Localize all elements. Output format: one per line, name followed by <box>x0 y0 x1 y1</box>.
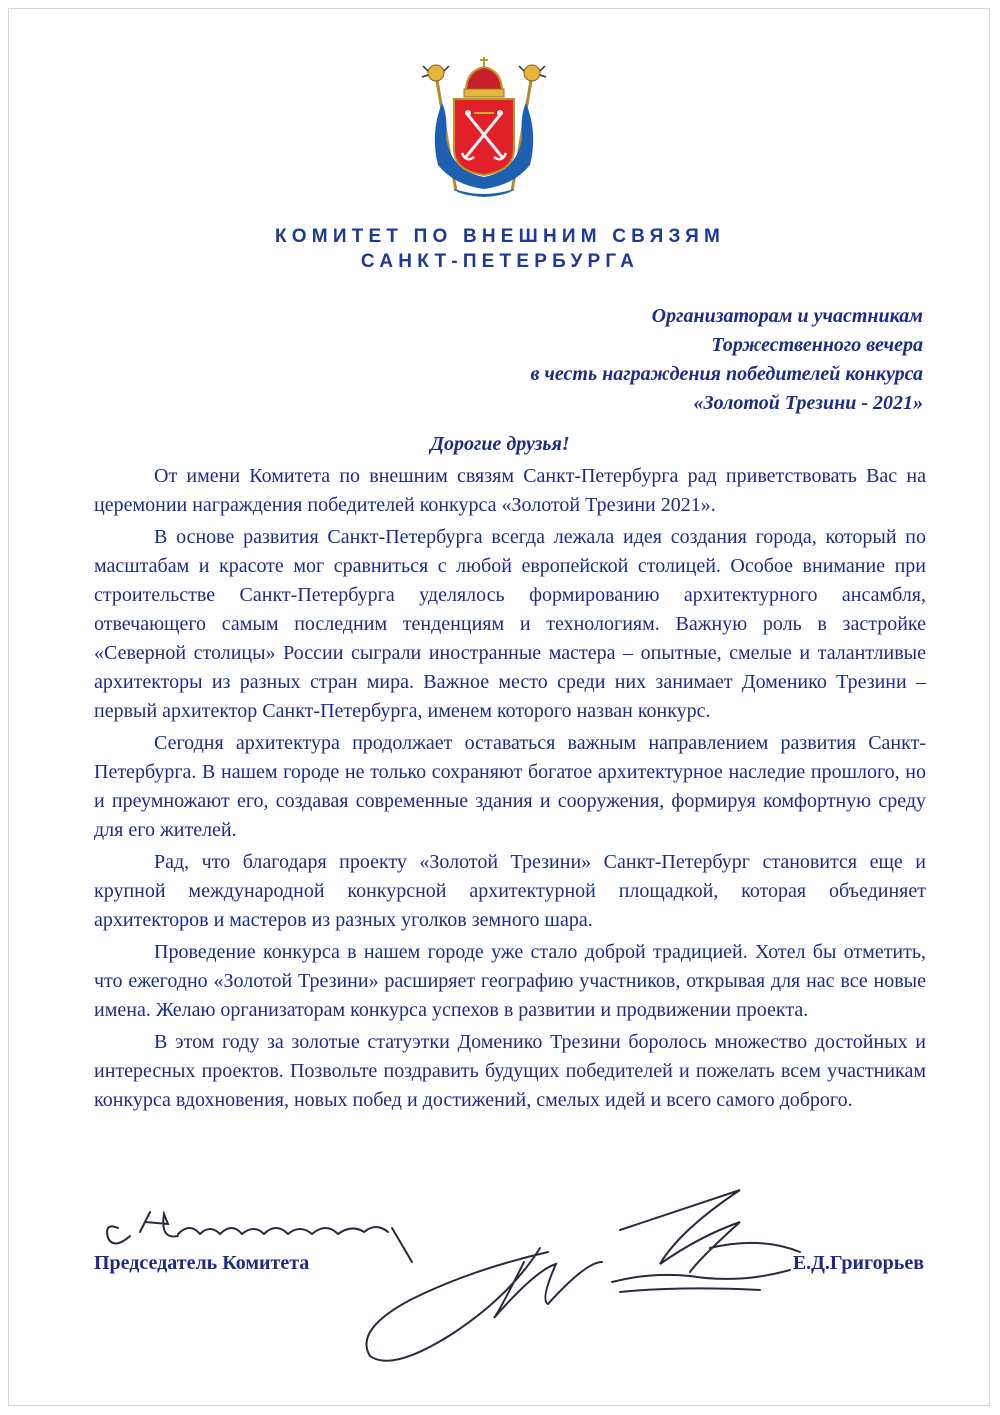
saint-petersburg-coat-of-arms-icon <box>414 53 554 201</box>
paragraph: В этом году за золотые статуэтки Доменико Трезини боролось множество достойных и интересных проектов. Позвольте поздравить будущих победителей и пожелать всем участникам конкурса вдохновения, новых побед и достижений, смелых идей и всего самого доброго. <box>94 1031 926 1111</box>
salutation: Дорогие друзья! <box>430 433 570 455</box>
committee-name-line1: КОМИТЕТ ПО ВНЕШНИМ СВЯЗЯМ <box>275 226 725 247</box>
addressee-line: Организаторам и участникам <box>651 305 923 327</box>
addressee-line: в честь награждения победителей конкурса <box>530 363 923 385</box>
committee-name-line2: САНКТ-ПЕТЕРБУРГА <box>360 251 640 272</box>
paragraph: Сегодня архитектура продолжает оставаться важным направлением развития Санкт-Петербурга. В нашем городе не только сохраняют богатое архитектурное наследие прошлого, но и преумножают его, создавая современные здания и сооружения, формируя комфортную среду для его жителей. <box>94 732 926 841</box>
signatory-name: Е.Д.Григорьев <box>792 1252 924 1274</box>
addressee-block <box>363 302 923 418</box>
addressee-line: «Золотой Трезини - 2021» <box>693 392 923 414</box>
addressee-line: Торжественного вечера <box>711 334 923 356</box>
signatory-title: Председатель Комитета <box>94 1252 310 1274</box>
paragraph: Рад, что благодаря проекту «Золотой Трезини» Санкт-Петербург становится еще и крупной международной конкурсной архитектурной площадкой, которая объединяет архитекторов и мастеров из разных уголков земного шара. <box>94 851 926 931</box>
paragraph: Проведение конкурса в нашем городе уже стало доброй традицией. Хотел бы отметить, что ежегодно «Золотой Трезини» расширяет географию участников, открывая для нас все новые имена. Желаю организаторам конкурса успехов в развитии и продвижении проекта. <box>94 941 926 1021</box>
letter-body <box>94 462 926 1118</box>
paragraph: От имени Комитета по внешним связям Санкт-Петербурга рад приветствовать Вас на церемонии награждения победителей конкурса «Золотой Трезини 2021». <box>94 465 926 516</box>
paragraph: В основе развития Санкт-Петербурга всегда лежала идея создания города, который по масштабам и красоте мог сравниться с любой европейской столицей. Особое внимание при строительстве Санкт-Петербурга уделялось формированию архитектурного ансамбля, отвечающего самым последним тенденциям и технологиям. Важную роль в застройке «Северной столицы» России сыграли иностранные мастера – опытные, смелые и талантливые архитекторы из разных стран мира. Важное место среди них занимает Доменико Трезини – первый архитектор Санкт-Петербурга, именем которого назван конкурс. <box>94 526 926 722</box>
